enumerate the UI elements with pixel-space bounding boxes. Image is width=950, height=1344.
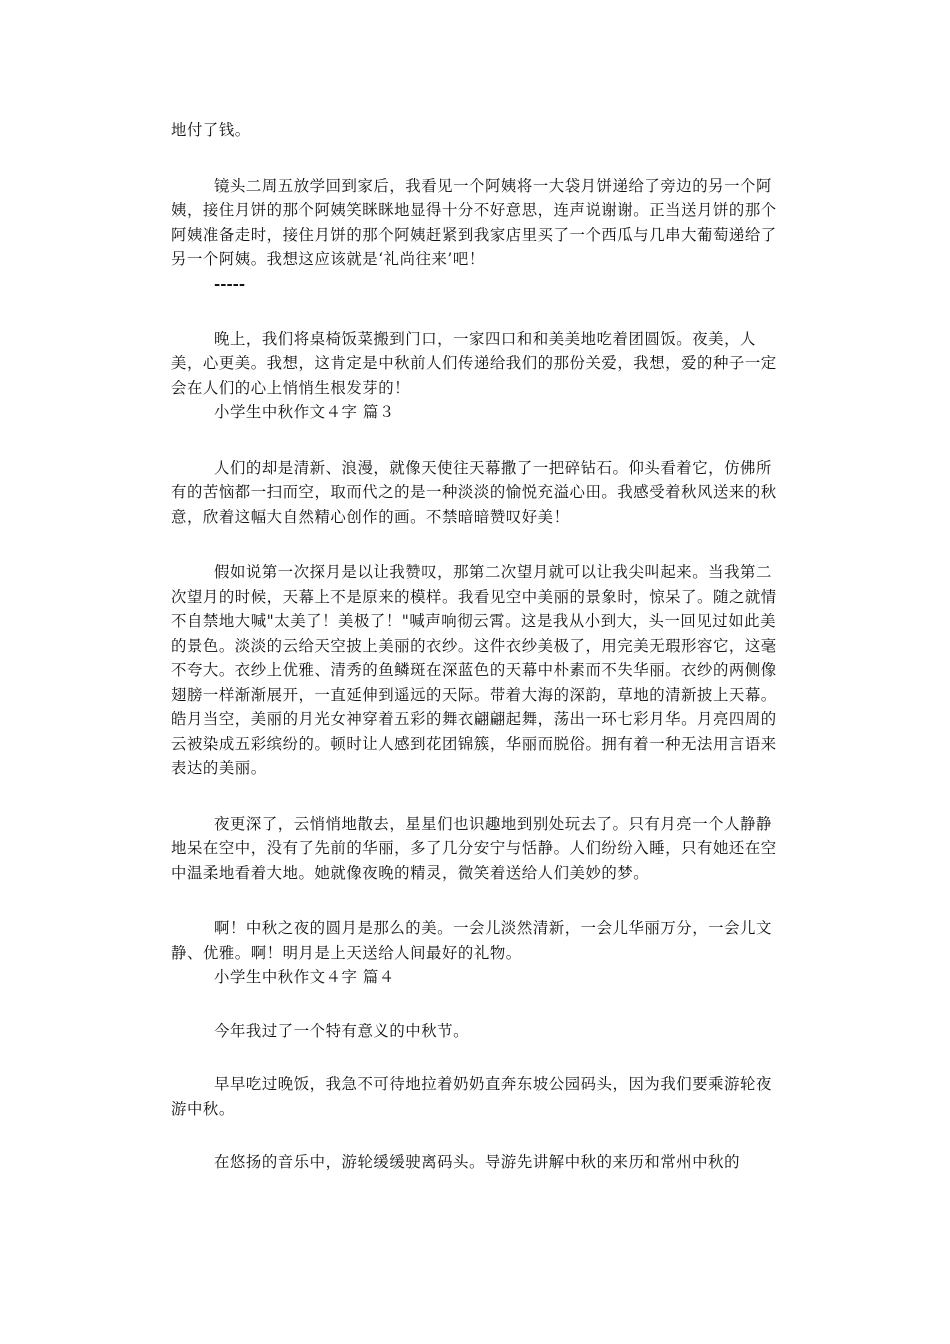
paragraph-evening: 晚上，我们将桌椅饭菜搬到门口，一家四口和和美美地吃着团圆饭。夜美，人美，心更美。我想，这肯定是中秋前人们传递给我们的那份关爱，我想，爱的种子一定会在人们的心上悄悄生根发芽的！ <box>171 329 777 397</box>
paragraph-stars: 人们的却是清新、浪漫，就像天使往天幕撒了一把碎钻石。仰头看着它，仿佛所有的苦恼都一扫而空，取而代之的是一种淡淡的愉悦充溢心田。我感受着秋风送来的秋意，欣着这幅大自然精心创作的画。不禁暗暗赞叹好美！ <box>171 458 777 526</box>
document-body <box>171 118 781 1175</box>
paragraph-scene-two: 镜头二周五放学回到家后，我看见一个阿姨将一大袋月饼递给了旁边的另一个阿姨，接住月饼的那个阿姨笑眯眯地显得十分不好意思，连声说谢谢。正当送月饼的那个阿姨准备走时，接住月饼的那个阿姨赶紧到我家店里买了一个西瓜与几串大葡萄递给了另一个阿姨。我想这应该就是‘礼尚往来’吧！ <box>171 176 777 268</box>
paragraph-cruise: 在悠扬的音乐中，游轮缓缓驶离码头。导游先讲解中秋的来历和常州中秋的 <box>214 1153 741 1171</box>
section-divider: ----- <box>214 274 246 293</box>
essay-heading-4: 小学生中秋作文４字 篇４ <box>214 968 395 986</box>
paragraph-this-year: 今年我过了一个特有意义的中秋节。 <box>214 1021 470 1040</box>
paragraph-moon-view: 假如说第一次探月是以让我赞叹，那第二次望月就可以让我尖叫起来。当我第二次望月的时候，天幕上不是原来的模样。我看见空中美丽的景象时，惊呆了。随之就情不自禁地大喊"太美了！美极了！"喊声响彻云霄。这是我从小到大，头一回见过如此美的景色。淡淡的云给天空披上美丽的衣纱。这件衣纱美极了，用完美无瑕形容它，这毫不夸大。衣纱上优雅、清秀的鱼鳞斑在深蓝色的天幕中朴素而不失华丽。衣纱的两侧像翅膀一样渐渐展开，一直延伸到遥远的天际。带着大海的深韵，草地的清新披上天幕。皓月当空，美丽的月光女神穿着五彩的舞衣翩翩起舞，荡出一环七彩月华。月亮四周的云被染成五彩缤纷的。顿时让人感到花团锦簇，华丽而脱俗。拥有着一种无法用言语来表达的美丽。 <box>171 563 777 777</box>
paragraph-late-night: 夜更深了，云悄悄地散去，星星们也识趣地到别处玩去了。只有月亮一个人静静地呆在空中，没有了先前的华丽，多了几分安宁与恬静。人们纷纷入睡，只有她还在空中温柔地看着大地。她就像夜晚的精灵，微笑着送给人们美妙的梦。 <box>171 814 777 882</box>
paragraph-dinner: 早早吃过晚饭，我急不可待地拉着奶奶直奔东坡公园码头，因为我们要乘游轮夜游中秋。 <box>171 1075 772 1118</box>
paragraph-continuation: 地付了钱。 <box>171 121 251 139</box>
essay-heading-3: 小学生中秋作文４字 篇３ <box>214 403 395 421</box>
paragraph-full-moon: 啊！中秋之夜的圆月是那么的美。一会儿淡然清新，一会儿华丽万分，一会儿文静、优雅。啊！明月是上天送给人间最好的礼物。 <box>171 919 772 962</box>
